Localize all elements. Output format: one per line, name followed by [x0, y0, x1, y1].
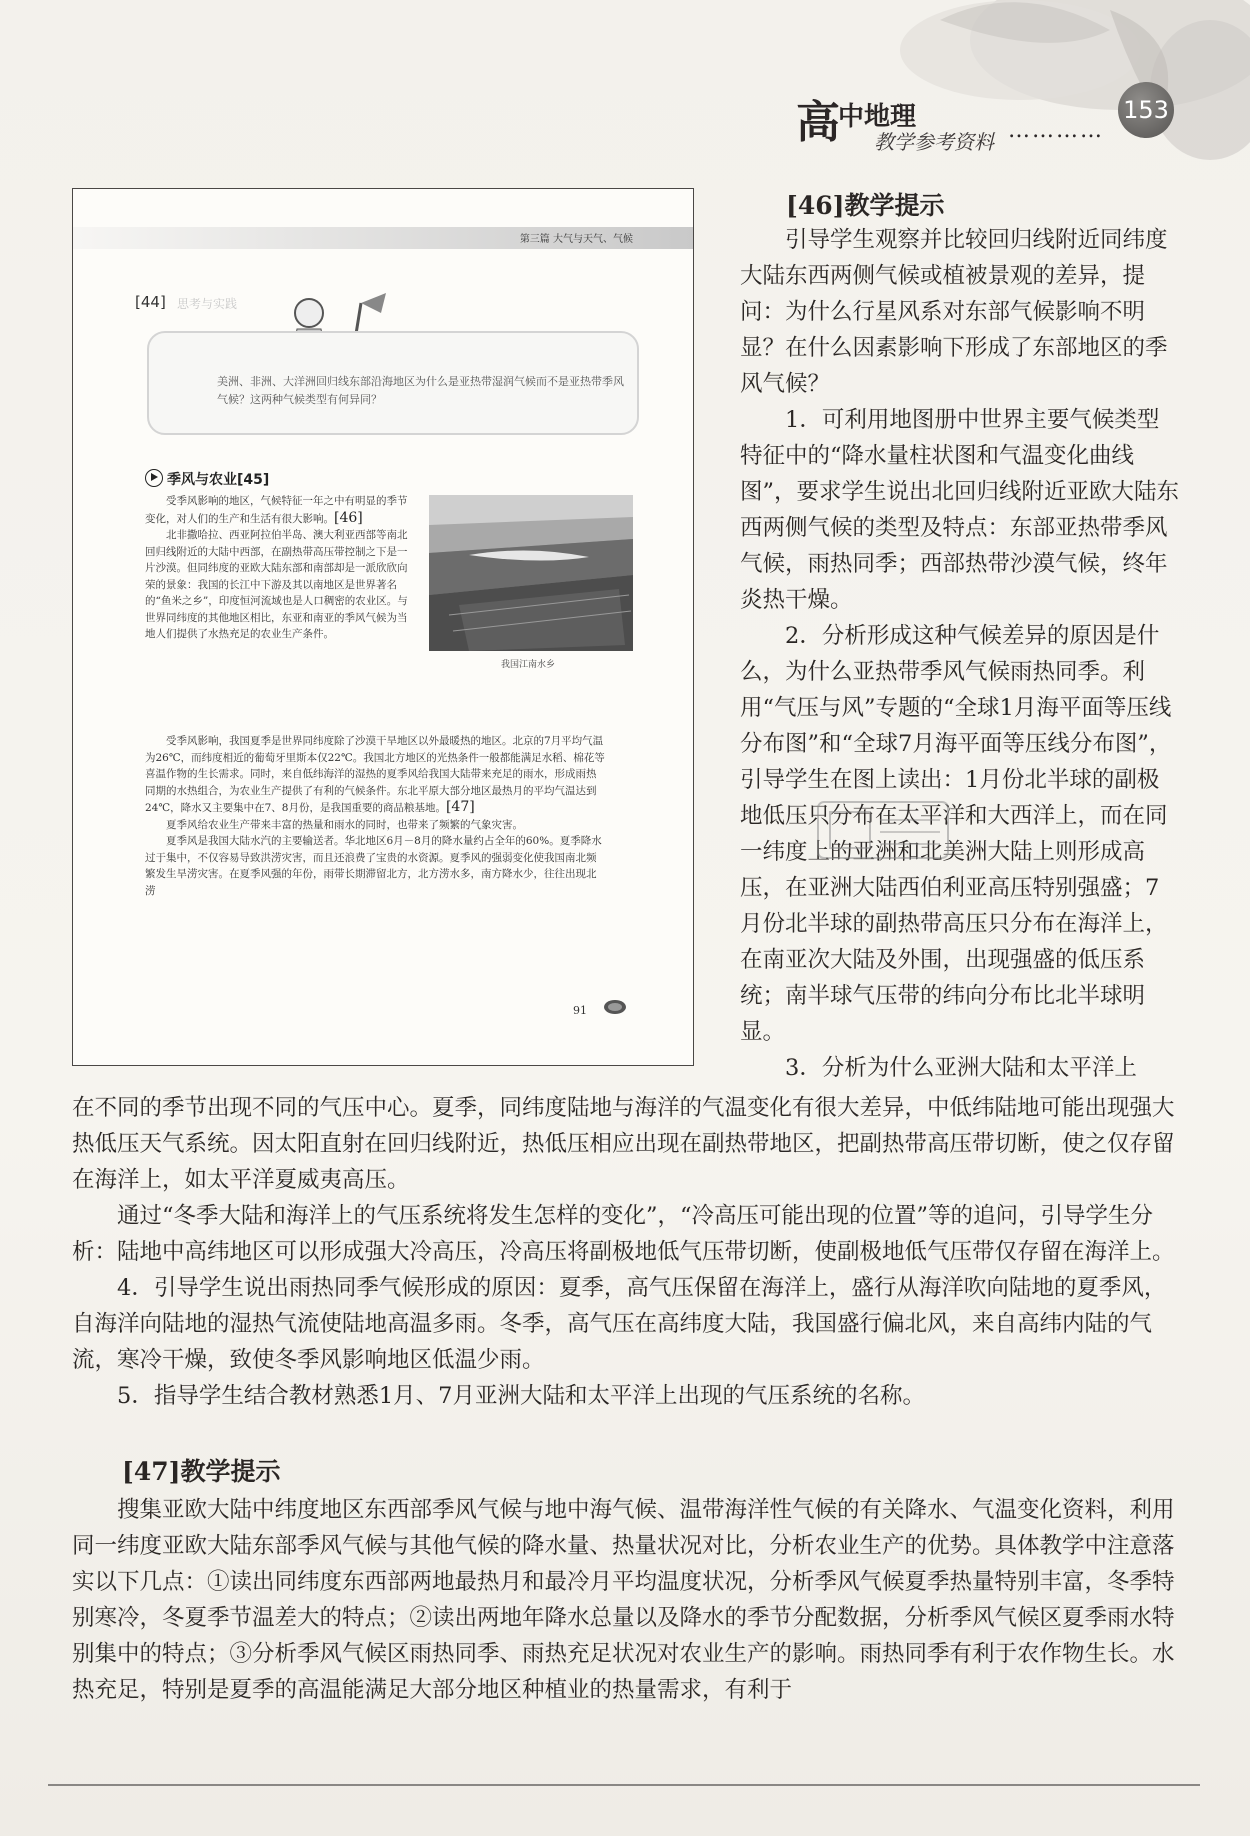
full-width-text-2: [72, 1492, 1180, 1708]
right-para-1: 引导学生观察并比较回归线附近同纬度大陆东西两侧气候或植被景观的差异，提问：为什么行星风系对东部气候影响不明显？在什么因素影响下形成了东部地区的季风气候？: [740, 227, 1168, 397]
right-column-text: [740, 222, 1180, 1086]
header-title-big: 高: [796, 97, 840, 148]
textbook-para-1: 受季风影响的地区，气候特征一年之中有明显的季节变化，对人们的生产和生活有很大影响。: [145, 495, 408, 525]
running-header: [796, 86, 1176, 156]
full-width-text: [72, 1090, 1180, 1414]
question-label: [44]: [135, 293, 166, 311]
bottom-rule: [48, 1784, 1200, 1786]
textbook-para-4: 夏季风给农业生产带来丰富的热量和雨水的同时，也带来了频繁的气象灾害。: [166, 818, 523, 831]
tag-46: [46]: [334, 509, 363, 526]
textbook-column-2: [145, 733, 605, 899]
rice-field-photo: [429, 495, 633, 651]
full-para-4-cont: 在不同的季节出现不同的气压中心。夏季，同纬度陆地与海洋的气温变化有很大差异，中低纬陆地可能出现强大热低压天气系统。因太阳直射在回归线附近，热低压相应出现在副热带地区，把副热带高压带切断，使之仅存留在海洋上，如太平洋夏威夷高压。: [72, 1095, 1175, 1193]
library-stamp-icon: [800, 772, 970, 892]
full-para-8: 搜集亚欧大陆中纬度地区东西部季风气候与地中海气候、温带海洋性气候的有关降水、气温变化资料，利用同一纬度亚欧大陆东部季风气候与其他气候的降水量、热量状况对比，分析农业生产的优势。具体教学中注意落实以下几点：①读出同纬度东西部两地最热月和最冷月平均温度状况，分析季风气候夏季热量特别丰富，冬季特别寒冷，冬夏季节温差大的特点；②读出两地年降水总量以及降水的季节分配数据，分析季风气候区夏季雨水特别集中的特点；③分析季风气候区雨热同季、雨热充足状况对农业生产的影响。雨热同季有利于农作物生长。水热充足，特别是夏季的高温能满足大部分地区种植业的热量需求，有利于: [72, 1497, 1175, 1703]
section-title-text: 季风与农业: [167, 472, 237, 488]
heading-46: [46]教学提示: [786, 191, 945, 220]
right-para-3: 2．分析形成这种气候差异的原因是什么，为什么亚热带季风气候雨热同季。利用“气压与风”专题的“全球1月海平面等压线分布图”和“全球7月海平面等压线分布图”，引导学生在图上读出：1月份北半球的副极地低压只分布在太平洋和大西洋上，而在同一纬度上的亚洲和北美洲大陆上则形成高压，在亚洲大陆西伯利亚高压特别强盛；7月份北半球的副热带高压只分布在海洋上，在南亚次大陆及外围，出现强盛的低压系统；南半球气压带的纬向分布比北半球明显。: [740, 623, 1172, 1045]
page-number: 153: [1118, 82, 1174, 138]
textbook-page-image: [72, 188, 694, 1066]
textbook-para-5: 夏季风是我国大陆水汽的主要输送者。华北地区6月－8月的降水量约占全年的60%。夏季降水过于集中，不仅容易导致洪涝灾害，而且还浪费了宝贵的水资源。夏季风的强弱变化使我国南北频繁发生旱涝灾害。在夏季风强的年份，雨带长期滞留北方，北方涝水多，南方降水少，往往出现北涝: [145, 835, 602, 897]
header-title: 中地理: [838, 102, 917, 132]
header-leader-dots: …………: [1008, 118, 1104, 143]
right-para-4-start: 3．分析为什么亚洲大陆和太平洋上: [785, 1055, 1137, 1081]
question-box: [147, 331, 639, 435]
right-para-2: 1．可利用地图册中世界主要气候类型特征中的“降水量柱状图和气温变化曲线图”，要求学生说出北回归线附近亚欧大陆东西两侧气候的类型及特点：东部亚热带季风气候，雨热同季；西部热带沙漠气候，终年炎热干燥。: [740, 407, 1180, 613]
full-para-5: 通过“冬季大陆和海洋上的气压系统将发生怎样的变化”，“冷高压可能出现的位置”等的追问，引导学生分析：陆地中高纬地区可以形成强大冷高压，冷高压将副极地低气压带切断，使副极地低气压带仅存留在海洋上。: [72, 1203, 1175, 1265]
question-faint-title: 思考与实践: [177, 297, 238, 311]
textbook-page-number: 91: [573, 1004, 587, 1017]
section-title: [145, 469, 269, 489]
play-icon: [145, 469, 163, 487]
section-tag: [45]: [237, 472, 270, 488]
textbook-para-3: 受季风影响，我国夏季是世界同纬度除了沙漠干旱地区以外最暖热的地区。北京的7月平均气温为26℃，而纬度相近的葡萄牙里斯本仅22℃。我国北方地区的光热条件一般都能满足水稻、棉花等喜温作物的生长需求。同时，来自低纬海洋的湿热的夏季风给我国大陆带来充足的雨水，形成雨热同期的水热组合，为农业生产提供了有利的气候条件。东北平原大部分地区最热月的平均气温达到24℃，降水又主要集中在7、8月份，是我国重要的商品粮基地。: [145, 735, 605, 814]
full-para-7: 5．指导学生结合教材熟悉1月、7月亚洲大陆和太平洋上出现的气压系统的名称。: [117, 1383, 925, 1409]
tag-47: [47]: [445, 799, 475, 815]
header-subtitle: 教学参考资料: [874, 130, 994, 154]
photo-caption: 我国江南水乡: [501, 660, 556, 670]
turtle-icon: [601, 997, 629, 1015]
textbook-para-2: 北非撒哈拉、西亚阿拉伯半岛、澳大利亚西部等南北回归线附近的大陆中西部，在副热带高压带控制之下是一片沙漠。但同纬度的亚欧大陆东部和南部却是一派欣欣向荣的景象：我国的长江中下游及其以南地区是世界著名的“鱼米之乡”，印度恒河流域也是人口稠密的农业区。与世界同纬度的其他地区相比，东亚和南亚的季风气候为当地人们提供了水热充足的农业生产条件。: [145, 529, 408, 640]
textbook-band: [73, 227, 693, 249]
full-para-6: 4．引导学生说出雨热同季气候形成的原因：夏季，高气压保留在海洋上，盛行从海洋吹向陆地的夏季风，自海洋向陆地的湿热气流使陆地高温多雨。冬季，高气压在高纬度大陆，我国盛行偏北风，来自高纬内陆的气流，寒冷干燥，致使冬季风影响地区低温少雨。: [72, 1275, 1167, 1373]
textbook-column: [145, 493, 413, 643]
question-text: 美洲、非洲、大洋洲回归线东部沿海地区为什么是亚热带湿润气候而不是亚热带季风气候？这两种气候类型有何异同？: [217, 375, 624, 406]
textbook-band-title: 第三篇 大气与天气、气候: [519, 234, 633, 245]
heading-47: [47]教学提示: [122, 1457, 281, 1486]
